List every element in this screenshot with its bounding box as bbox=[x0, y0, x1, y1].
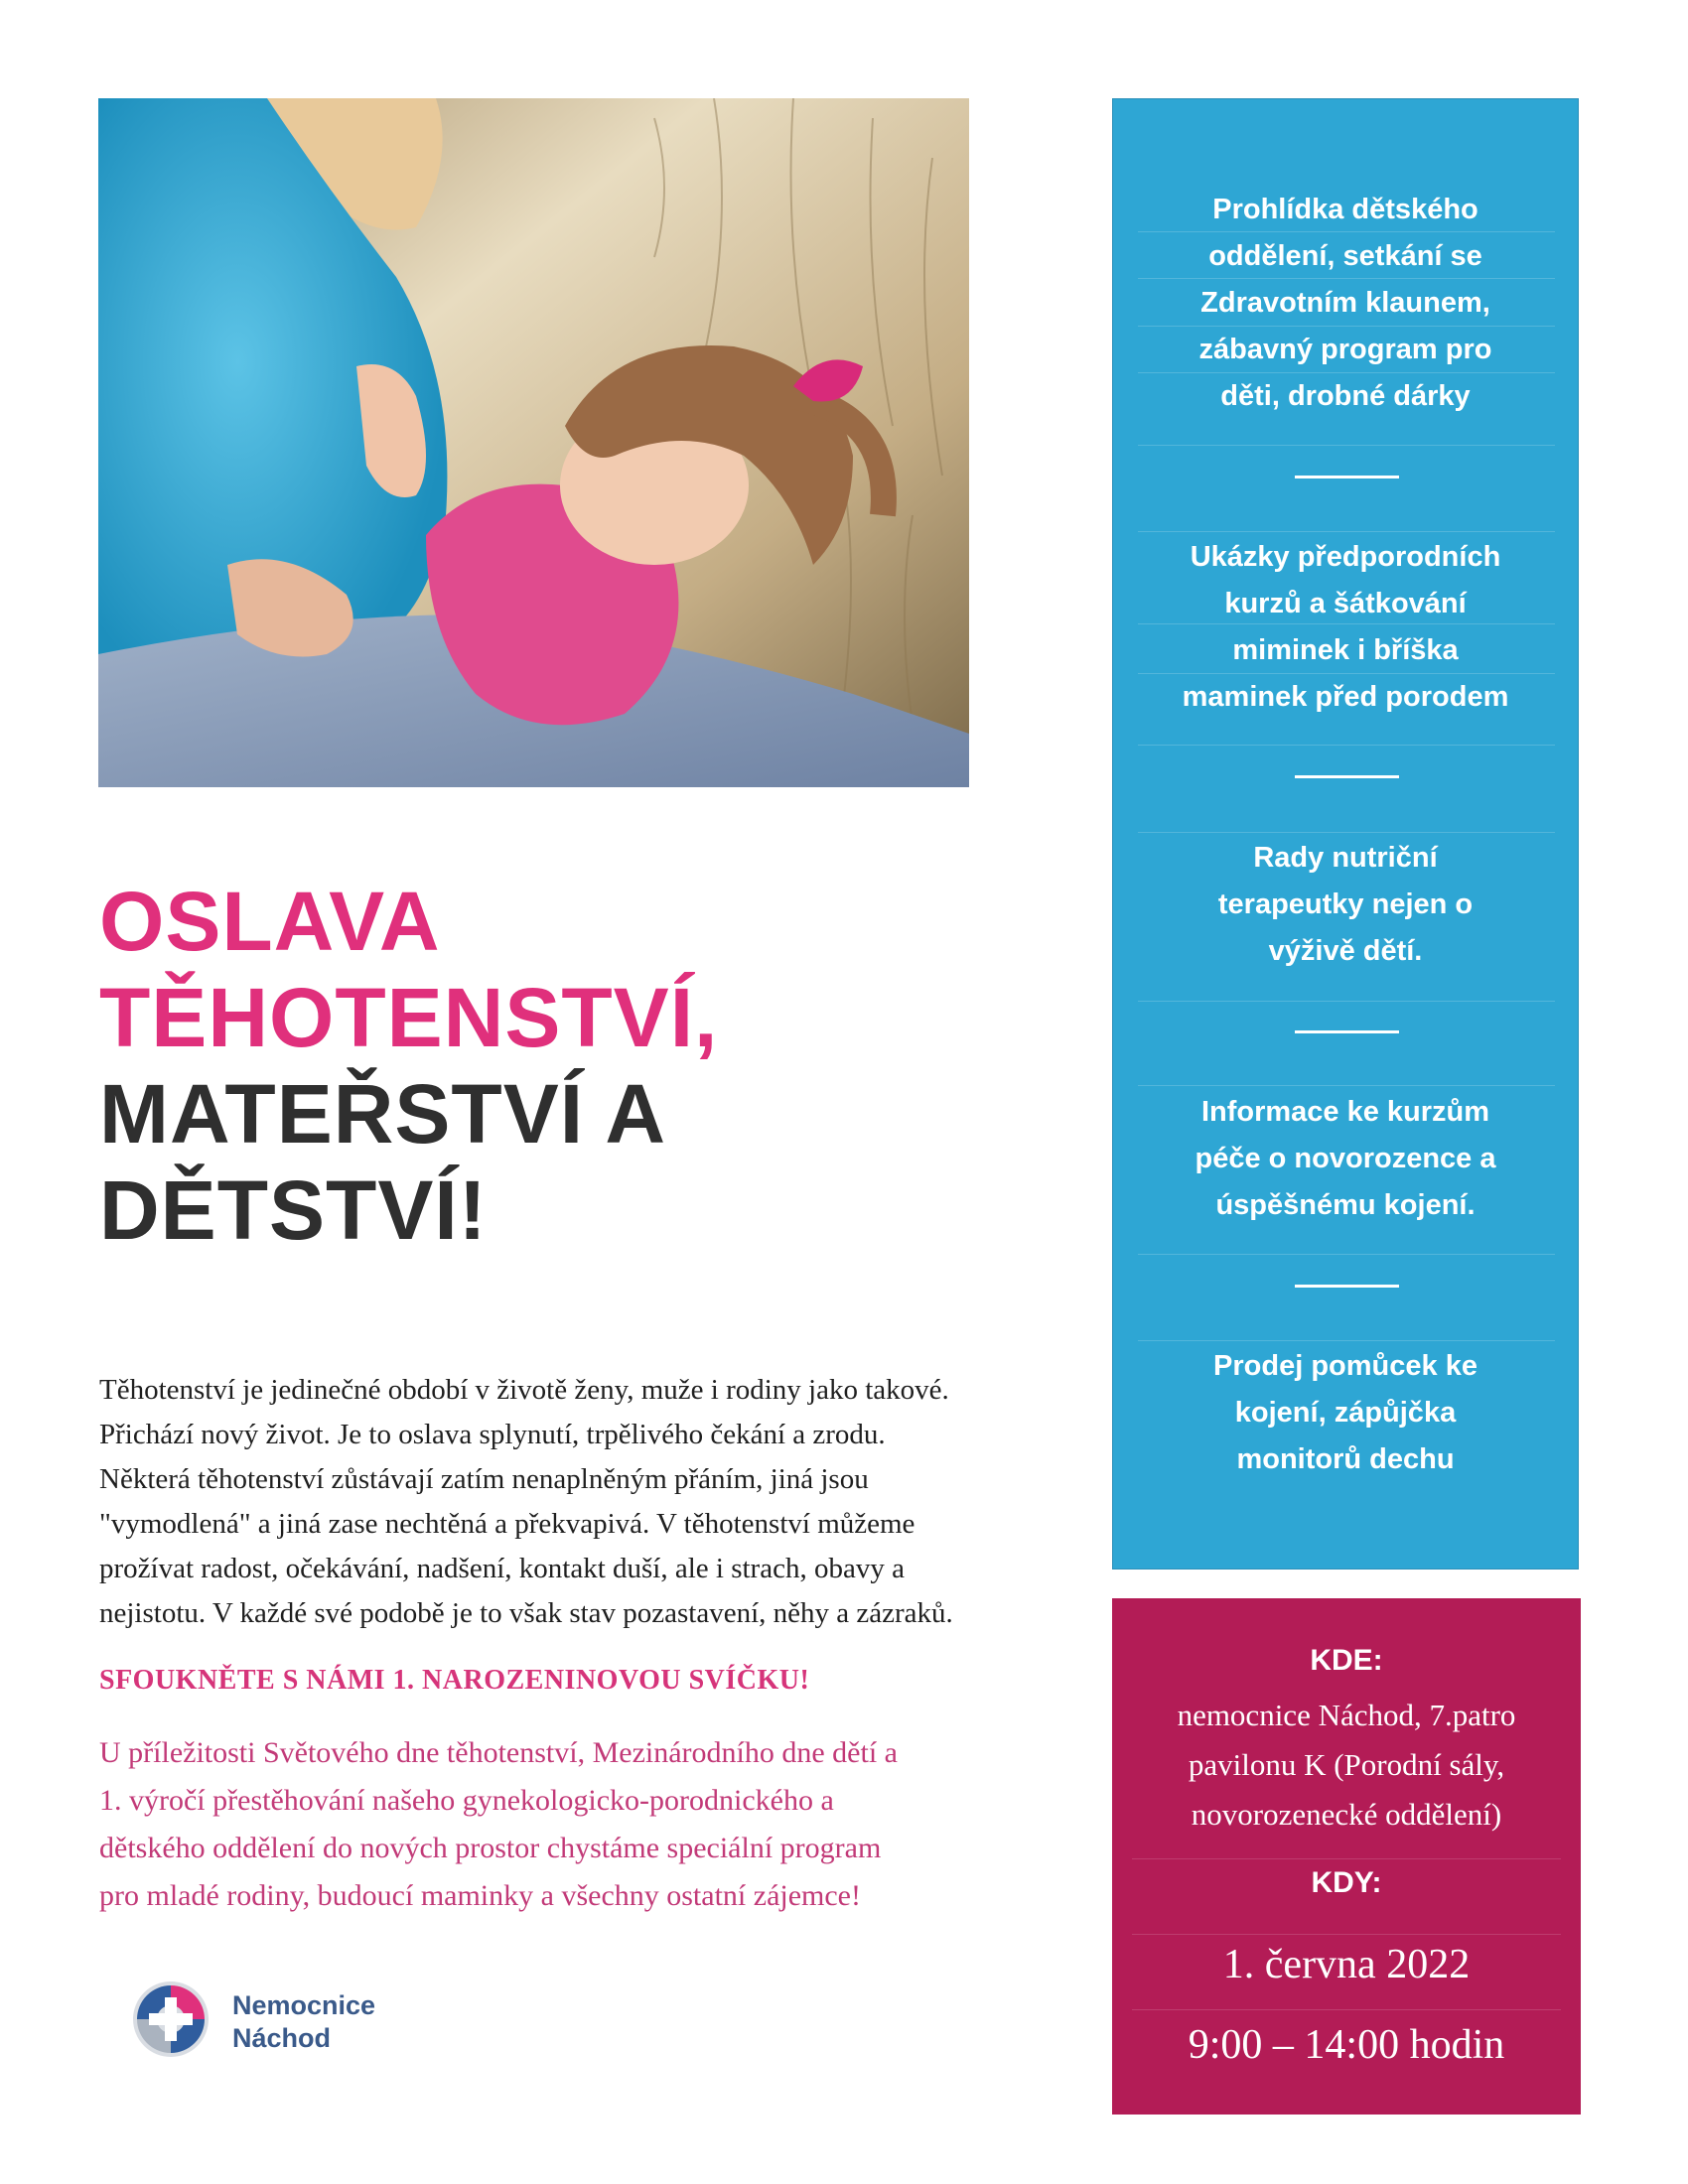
program-line: zábavný program pro bbox=[1198, 334, 1492, 365]
hospital-logo bbox=[127, 1976, 405, 2075]
program-line: péče o novorozence a bbox=[1195, 1143, 1496, 1174]
program-item-3 bbox=[1113, 835, 1578, 975]
program-line: výživě dětí. bbox=[1268, 935, 1423, 967]
headline-line-2: TĚHOTENSTVÍ, bbox=[99, 971, 719, 1064]
event-date: 1. června 2022 bbox=[1222, 1942, 1471, 1987]
where-label: KDE: bbox=[1310, 1644, 1383, 1677]
program-line: oddělení, setkání se bbox=[1208, 240, 1482, 272]
where-line: pavilonu K (Porodní sály, bbox=[1188, 1747, 1505, 1782]
separator-rule bbox=[1295, 1285, 1399, 1288]
program-line: úspěšnému kojení. bbox=[1215, 1189, 1476, 1221]
where-line: novorozenecké oddělení) bbox=[1191, 1797, 1502, 1832]
headline-line-4: DĚTSTVÍ! bbox=[99, 1163, 488, 1257]
program-panel bbox=[1112, 98, 1579, 1570]
headline bbox=[99, 874, 1053, 1259]
hero-photo bbox=[98, 98, 969, 787]
where-text bbox=[1112, 1691, 1581, 1840]
program-line: Rady nutriční bbox=[1253, 842, 1438, 874]
logo-text bbox=[232, 1989, 375, 2055]
intro-line: Některá těhotenství zůstávají zatím nenaplněným přáním, jiná jsou bbox=[99, 1463, 869, 1495]
program-line: Prohlídka dětského bbox=[1212, 194, 1478, 225]
invite-line: dětského oddělení do nových prostor chystáme speciální program bbox=[99, 1832, 882, 1864]
program-item-5 bbox=[1113, 1343, 1578, 1483]
program-item-1 bbox=[1113, 187, 1578, 420]
program-line: Informace ke kurzům bbox=[1200, 1096, 1490, 1128]
intro-line: Přichází nový život. Je to oslava splynutí, trpělivého čekání a zrodu. bbox=[99, 1419, 886, 1450]
intro-line: nejistotu. V každé své podobě je to však stav pozastavení, něhy a zázraků. bbox=[99, 1597, 953, 1629]
program-item-4 bbox=[1113, 1089, 1578, 1229]
separator-rule bbox=[1295, 775, 1399, 778]
headline-line-1: OSLAVA bbox=[99, 875, 441, 968]
program-line: Zdravotním klaunem, bbox=[1200, 287, 1490, 319]
program-line: monitorů dechu bbox=[1236, 1443, 1455, 1475]
program-line: maminek před porodem bbox=[1182, 681, 1509, 713]
invite-line: U příležitosti Světového dne těhotenství, Mezinárodního dne dětí a bbox=[99, 1736, 898, 1769]
program-line: děti, drobné dárky bbox=[1220, 380, 1471, 412]
headline-line-3: MATEŘSTVÍ A bbox=[99, 1067, 666, 1160]
cross-logo-icon bbox=[127, 1976, 214, 2063]
program-item-2 bbox=[1113, 534, 1578, 721]
photo-illustration bbox=[98, 98, 969, 787]
invite-line: 1. výročí přestěhování našeho gynekologicko-porodnického a bbox=[99, 1784, 834, 1817]
program-line: Prodej pomůcek ke bbox=[1213, 1350, 1477, 1382]
separator-rule bbox=[1295, 476, 1399, 478]
call-to-action: SFOUKNĚTE S NÁMI 1. NAROZENINOVOU SVÍČKU! bbox=[99, 1665, 810, 1696]
when-label: KDY: bbox=[1311, 1866, 1382, 1899]
invite-line: pro mladé rodiny, budoucí maminky a všechny ostatní zájemce! bbox=[99, 1879, 861, 1912]
intro-line: "vymodlená" a jiná zase nechtěná a překvapivá. V těhotenství můžeme bbox=[99, 1508, 915, 1540]
event-time: 9:00 – 14:00 hodin bbox=[1188, 2022, 1505, 2068]
program-line: miminek i bříška bbox=[1232, 634, 1459, 666]
program-line: kurzů a šátkování bbox=[1224, 588, 1467, 619]
intro-line: Těhotenství je jedinečné období v životě ženy, muže i rodiny jako takové. bbox=[99, 1374, 949, 1406]
program-line: kojení, zápůjčka bbox=[1234, 1397, 1457, 1429]
program-line: terapeutky nejen o bbox=[1217, 888, 1474, 920]
intro-paragraph bbox=[99, 1368, 1082, 1636]
event-details-panel bbox=[1112, 1598, 1581, 2115]
program-line: Ukázky předporodních bbox=[1190, 541, 1501, 573]
intro-line: prožívat radost, očekávání, nadšení, kontakt duší, ale i strach, obavy a bbox=[99, 1553, 905, 1584]
invitation-paragraph bbox=[99, 1729, 1082, 1920]
logo-line-2: Náchod bbox=[232, 2023, 332, 2053]
where-line: nemocnice Náchod, 7.patro bbox=[1177, 1698, 1516, 1732]
logo-line-1: Nemocnice bbox=[232, 1990, 376, 2020]
separator-rule bbox=[1295, 1030, 1399, 1033]
